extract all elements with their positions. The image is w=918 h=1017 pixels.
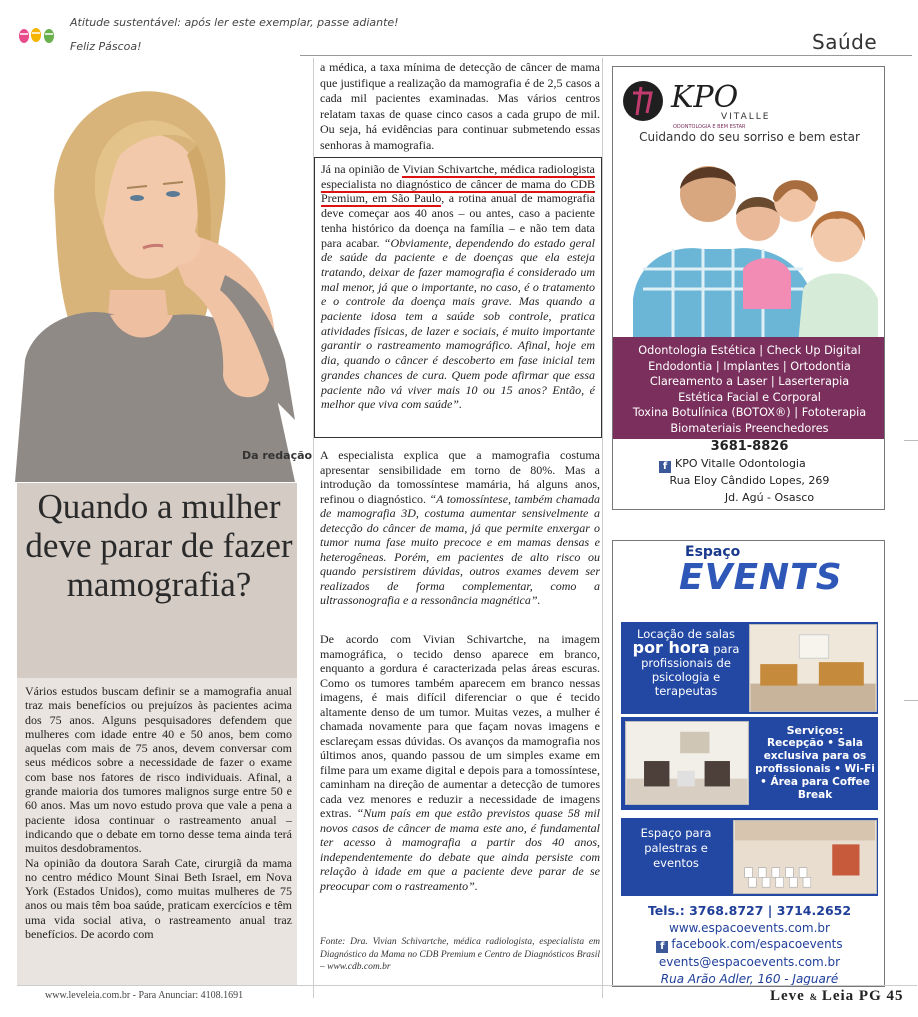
page-number: PG 45 <box>858 988 904 1004</box>
events-rooms-line-b: para profissionais de psicologia e terapeutas <box>641 642 740 698</box>
kpo-phone: 3681-8826 <box>710 439 789 454</box>
edge-tick <box>904 440 918 441</box>
box-intro: Já na opinião de <box>321 162 403 176</box>
kpo-logo <box>621 73 876 133</box>
kpo-address-street: Rua Eloy Cândido Lopes, 269 <box>669 474 830 487</box>
events-services-text <box>753 724 877 802</box>
paragraph-text: De acordo com Vivian Schivartche, na imagem mamográfica, o tecido denso aparece em branco, enquanto a gordura é caracterizada pelas áreas escuras. Como os tumores também aparecem em branco nessas imagens, é mais difícil diferenciar o que é tecido altamente denso de um tumor. Muitas vezes, a mulher é chamada novamente para que façam novas imagens e esclareçam essas dúvidas. Os avanços da mamografia nos últimos anos, quando passou de um simples exame em filme para um exame digital e depois para a tomossíntese, caminham na direção de aumentar a detecção de tumores cada vez menores e reduzir a necessidade de imagens extras. <box>320 632 600 820</box>
section-title: Saúde <box>812 30 878 54</box>
footer-brand-b: Leia <box>821 988 855 1004</box>
events-services-list: Recepção • Sala exclusiva para os profissionais • Wi-Fi • Área para Coffee Break <box>755 737 875 801</box>
footer-brand-a: Leve <box>770 988 805 1004</box>
footer-website: www.leveleia.com.br - Para Anunciar: 4108.1691 <box>45 990 244 1001</box>
kpo-address-district: Jd. Agú - Osasco <box>724 491 815 504</box>
family-photo <box>613 149 885 345</box>
footer-brand-page <box>770 988 904 1005</box>
paragraph-quote: “Num país em que estão previstos quase 58 mil novos casos de câncer de mama este ano, é fundamental ter acesso à mamografia a partir dos 40 anos, independentemente do debate que ainda persiste com relação à idade em que a paciente deve parar de se preocupar com o rastreamento”. <box>320 806 600 893</box>
kpo-tagline: Cuidando do seu sorriso e bem estar <box>639 130 860 144</box>
kpo-service: Estética Facial e Corporal <box>678 390 821 404</box>
events-rooms-text <box>621 627 751 698</box>
espaco-events-ad[interactable] <box>612 540 885 987</box>
events-rooms-highlight: por hora <box>632 638 710 657</box>
events-brand-top: Espaço <box>685 544 741 560</box>
easter-decoration-icon <box>18 22 58 44</box>
article-paragraph: Na opinião da doutora Sarah Cate, cirurgiã da mama no centro médico Mount Sinai Beth Israel, em Nova York (Estados Unidos), como muitas mulheres de 75 anos ou mais têm boa saúde, praticam exercícios e têm uma vida social ativa, o rastreamento anual traz benefícios. De acordo com <box>25 855 292 942</box>
article-paragraph <box>320 448 600 608</box>
footer-brand-amp: & <box>809 992 818 1002</box>
kpo-logo-sub: VITALLE <box>721 112 771 122</box>
events-rooms-line-a: Locação de salas <box>637 627 735 641</box>
events-brand-main: EVENTS <box>679 557 843 598</box>
article-source: Fonte: Dra. Vivian Schivartche, médica radiologista, especialista em Diagnóstico da Mama no CDB Premium e Centro de Diagnósticos Brasil – www.cdb.com.br <box>320 937 600 972</box>
events-lectures-text: Espaço para palestras e eventos <box>640 826 712 870</box>
kpo-logo-text: KPO <box>671 80 739 115</box>
waiting-room-photo <box>749 624 877 712</box>
article-paragraph <box>320 632 600 893</box>
kpo-vitalle-ad[interactable] <box>612 66 885 510</box>
kpo-service: Odontologia Estética | Check Up Digital <box>638 344 861 357</box>
box-text: , a rotina anual de mamografia deve começar aos 40 anos – ou antes, caso a paciente tenha histórico da doença na família – e não tem data para acabar. <box>321 191 595 250</box>
footer-rule <box>17 985 917 986</box>
events-phones: Tels.: 3768.8727 | 3714.2652 <box>647 903 852 918</box>
kpo-facebook[interactable] <box>659 457 806 473</box>
events-facebook[interactable] <box>613 937 885 953</box>
facebook-icon: f <box>659 461 671 473</box>
events-website[interactable]: www.espacoevents.com.br <box>669 921 830 935</box>
kpo-service: Toxina Botulínica (BOTOX®) | Fototerapia <box>632 406 867 419</box>
box-quote: “Obviamente, dependendo do estado geral de saúde da paciente e de doenças que ela esteja tratando, deixar de fazer mamografia é considerado um mal menor, já que o importante, no caso, é o tratamento e o controle da doença mais grave. Mas quando a paciente idosa tem a saúde sob controle, pratica atividades físicas, de lazer e sociais, é muito importante garantir o rastreamento mamográfico. Afinal, hoje em dia, quando o câncer é descoberto em fase inicial tem grandes chances de cura. Quem pode afirmar que essa paciente não vá viver mais 10 ou 15 anos? Então, é melhor que viva com saúde”. <box>321 235 595 412</box>
events-address: Rua Arão Adler, 160 - Jaguaré <box>660 972 839 986</box>
article-title: Quando a mulher deve parar de fazer mamografia? <box>25 487 293 604</box>
article-paragraph: Vários estudos buscam definir se a mamografia anual traz mais benefícios ou prejuízos às pacientes acima dos 75 anos. Alguns pesquisadores defendem que mulheres com idade entre 40 e 50 anos, bem como aquelas com mais de 75 anos, devem conversar com seus médicos sobre a necessidade de fazer o exame com base nos fatores de risco individuais. Afinal, a grande maioria dos tumores malignos surge entre 50 e 60 anos. Mas um novo estudo prova que vale a pena a paciente idosa continuar o rastreamento anual – indicando que o debate em torno desse tema ainda terá muitos desdobramentos. <box>25 684 292 856</box>
events-email[interactable]: events@espacoevents.com.br <box>658 955 841 969</box>
header-sustainability-note: Atitude sustentável: após ler este exemplar, passe adiante! <box>70 16 399 29</box>
kpo-logo-small: ODONTOLOGIA E BEM ESTAR <box>673 124 746 130</box>
photo-credit: Da redação <box>242 449 313 462</box>
paragraph-text: A especialista explica que a mamografia costuma apresentar sensibilidade em torno de 80%. Mas a introdução da tomossíntese mamária, há alguns anos, refinou o diagnóstico. <box>320 448 600 506</box>
paragraph-quote: “A tomossíntese, também chamada de mamografia 3D, costuma aumentar sensivelmente a detecção do câncer de mama, já que permite enxergar o tumor numa fase muito precoce e em mamas densas e heterogêneas. Porém, em pacientes de alto risco ou quando persistirem dúvidas, outros exames devem ser realizados de forma complementar, como a ultrassonografia e a ressonância magnética”. <box>320 491 600 607</box>
lecture-room-photo <box>733 820 877 894</box>
events-facebook-label: facebook.com/espacoevents <box>671 937 843 951</box>
facebook-icon: f <box>656 941 668 953</box>
office-room-photo <box>625 721 749 805</box>
kpo-facebook-label: KPO Vitalle Odontologia <box>675 457 806 470</box>
kpo-service: Biomateriais Preenchedores <box>670 421 829 435</box>
kpo-services-list <box>613 337 885 439</box>
article-paragraph: a médica, a taxa mínima de detecção de câncer de mama que justifique a realização da mamografia é de 2,5 casos a cada mil pacientes examinadas. Mas vários centros relatam taxas de quase cinco casos a cada grupo de mil. Ou seja, há evidências para continuar submetendo essas senhoras à mamografia. <box>320 60 600 152</box>
edge-tick <box>904 700 918 701</box>
kpo-service: Clareamento a Laser | Laserterapia <box>649 375 850 388</box>
header-rule <box>300 55 912 56</box>
highlight-box <box>314 157 602 438</box>
events-services-title: Serviços: <box>786 724 844 737</box>
woman-thinking-photo <box>15 60 313 482</box>
article-left-column <box>17 678 297 985</box>
kpo-service: Endodontia | Implantes | Ortodontia <box>648 359 851 373</box>
highlighted-specialist: Vivian Schivartche, médica radiologista especialista no diagnóstico de câncer de mama do CDB Premium, em São Paulo <box>321 162 595 206</box>
header-greeting: Feliz Páscoa! <box>70 40 142 53</box>
